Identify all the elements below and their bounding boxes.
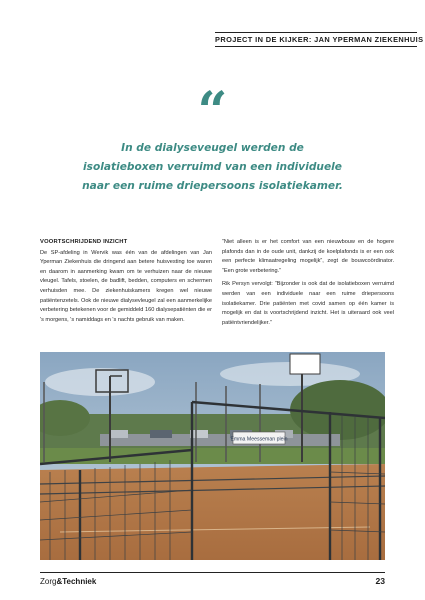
section-label: PROJECT IN DE KIJKER: JAN YPERMAN ZIEKENHUIS xyxy=(215,35,424,44)
header-bottom-rule xyxy=(215,46,417,47)
brand-logo xyxy=(40,577,96,586)
brand-amp: & xyxy=(56,577,63,586)
footer-rule xyxy=(40,572,385,573)
court-sign: Emma Meesseman plein xyxy=(230,436,288,443)
page-number: 23 xyxy=(375,576,385,586)
body-paragraph: De SP-afdeling in Wervik was één van de afdelingen van Jan Yperman Ziekenhuis die dringend aan betere huisvesting toe waren en daarom in aanmerking kwam om te verhuizen naar de nieuwe vleugel. Tafels, stoelen, de badlift, bedden, computers en schermen verhuisden mee. De ziekenhuiskamers kregen wel nieuwe patiëntenzetels. Ook de nieuwe dialysevleugel zal een aanmerkelijke verbetering betekenen voor de gemiddeld 160 dialysepatiënten die er 's morgens, 's namiddags en 's nachts gebruik van maken. xyxy=(40,249,212,323)
quote-mark-icon: “ xyxy=(197,81,228,142)
brand-zorg: Zorg xyxy=(40,577,57,586)
pull-quote: In de dialyseveugel werden de isolatieboxen verruimd van een individuele naar een ruime driepersoons isolatiekamer. xyxy=(82,142,343,192)
sports-court-photo xyxy=(40,352,385,560)
header-top-rule xyxy=(215,32,417,33)
brand-techniek: Techniek xyxy=(62,577,97,586)
subhead: VOORTSCHRIJDEND INZICHT xyxy=(40,239,128,245)
body-paragraph: Rik Persyn vervolgt: “Bijzonder is ook dat de isolatieboxen verruimd werden van een individuele naar een ruime driepersoons isolatiekamer. Drie patiënten met covid samen op één kamer is mogelijk en dat is voortschrijdend inzicht. Het is uiteraard ook veel patiëntvriendelijker.” xyxy=(222,281,394,326)
body-column-left xyxy=(40,238,212,329)
body-column-right xyxy=(222,238,394,332)
body-paragraph: “Niet alleen is er het comfort van een nieuwbouw en de hogere plafonds dan in de oude unit, dankzij de koelplafonds is er een ook een perfecte klimaatregeling mogelijk”, zegt de bouwcoördinator. “Een grote verbetering.” xyxy=(222,239,394,274)
